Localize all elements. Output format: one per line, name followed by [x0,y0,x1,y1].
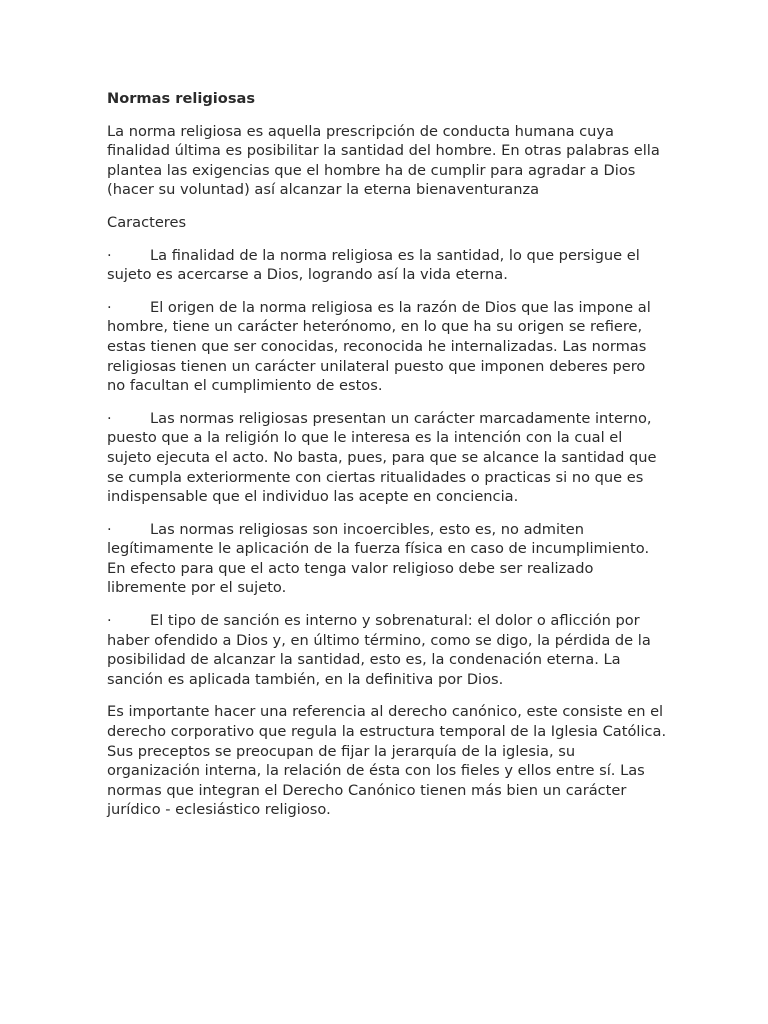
bullet-item [107,520,667,598]
bullet-marker: · [107,246,112,264]
bullet-text: El tipo de sanción es interno y sobrenatural: el dolor o aflicción por haber ofendido a Dios y, en último término, como se digo, la pérdida de la posibilidad de alcanzar la santidad, esto es, la condenación eterna. La sanción es aplicada también, en la definitiva por Dios. [107,612,651,688]
bullet-item [107,409,667,507]
bullet-text: El origen de la norma religiosa es la razón de Dios que las impone al hombre, tiene un carácter heterónomo, en lo que ha su origen se refiere, estas tienen que ser conocidas, reconocida he internalizadas. Las normas religiosas tienen un carácter unilateral puesto que imponen deberes pero no facultan el cumplimiento de estos. [107,298,651,395]
bullet-text: La finalidad de la norma religiosa es la santidad, lo que persigue el sujeto es acercarse a Dios, logrando así la vida eterna. [107,246,640,284]
bullet-item [107,298,667,396]
section-heading: Caracteres [107,213,187,231]
bullet-item [107,611,667,689]
intro-paragraph: La norma religiosa es aquella prescripción de conducta humana cuya finalidad última es posibilitar la santidad del hombre. En otras palabras ella plantea las exigencias que el hombre ha de cumplir para agradar a Dios (hacer su voluntad) así alcanzar la eterna bienaventuranza [107,122,660,199]
bullet-item [107,246,667,285]
bullet-marker: · [107,520,112,538]
bullet-marker: · [107,409,112,427]
bullet-text: Las normas religiosas presentan un carácter marcadamente interno, puesto que a la religión lo que le interesa es la intención con la cual el sujeto ejecuta el acto. No basta, pues, para que se alcance la santidad que se cumpla exteriormente con ciertas ritualidades o practicas si no que es indispensable que el individuo las acepte en conciencia. [107,409,657,506]
bullet-marker: · [107,612,112,630]
bullet-marker: · [107,298,112,316]
document-title: Normas religiosas [107,90,256,107]
document-body [107,89,667,833]
closing-paragraph: Es importante hacer una referencia al derecho canónico, este consiste en el derecho corporativo que regula la estructura temporal de la Iglesia Católica. Sus preceptos se preocupan de fijar la jerarquía de la iglesia, su organización interna, la relación de ésta con los fieles y ellos entre sí. Las normas que integran el Derecho Canónico tienen más bien un carácter jurídico - eclesiástico religioso. [107,703,667,819]
bullet-text: Las normas religiosas son incoercibles, esto es, no admiten legítimamente le aplicación de la fuerza física en caso de incumplimiento. En efecto para que el acto tenga valor religioso debe ser realizado libremente por el sujeto. [107,520,650,597]
